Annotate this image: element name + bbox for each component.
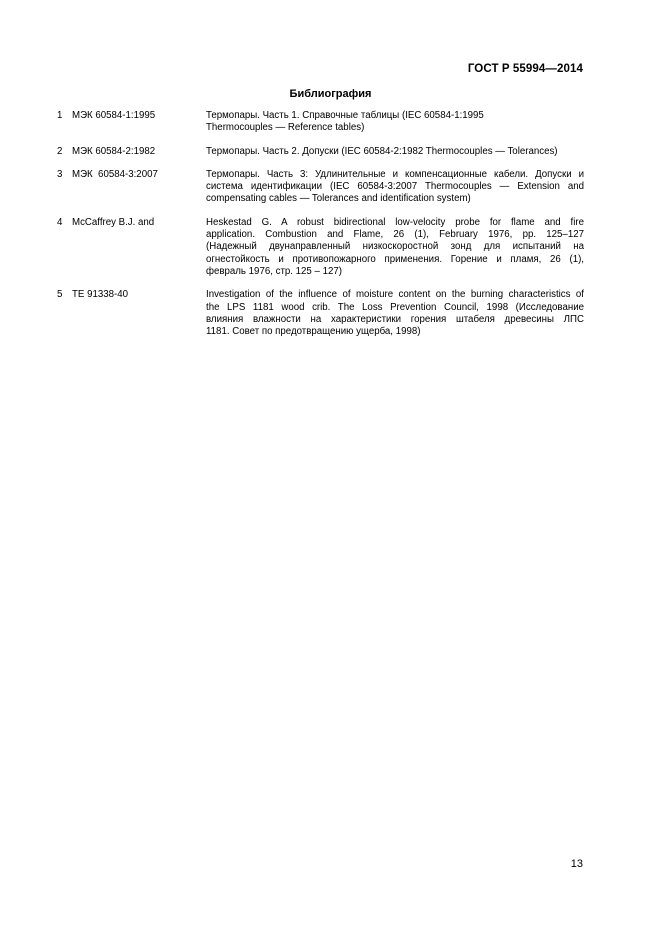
entry-description-line: compensating cables — Tolerances and identification system)	[206, 193, 471, 205]
page-number: 13	[570, 858, 583, 870]
bibliography-title: Библиография	[289, 88, 372, 100]
entry-description-line: система идентификации (IEC 60584-3:2007 Thermocouples — Extension and	[206, 181, 584, 193]
entry-description-line: Investigation of the influence of moisture content on the burning characteristics of	[206, 289, 584, 301]
entry-description-line: Термопары. Часть 3: Удлинительные и компенсационные кабели. Допуски и	[206, 168, 584, 180]
entry-reference-code: МЭК 60584-1:1995	[72, 110, 156, 121]
entry-description-line: Термопары. Часть 1. Справочные таблицы (IEC 60584-1:1995	[206, 110, 484, 121]
entry-number: 4	[57, 216, 63, 228]
bibliography-entry	[57, 217, 584, 278]
entry-description-line: февраль 1976, стр. 125 – 127)	[206, 265, 342, 277]
entry-description-line: the LPS 1181 wood crib. The Loss Prevention Council, 1998 (Исследование	[206, 301, 584, 313]
entry-description-line: Thermocouples — Reference tables)	[206, 122, 365, 134]
entry-description-line: огнестойкость и противопожарного применения. Горение и пламя, 26 (1),	[206, 253, 584, 265]
bibliography-entry	[57, 110, 584, 135]
entry-reference-code: McCaffrey B.J. and	[72, 216, 155, 228]
entry-reference-code: МЭК 60584-2:1982	[72, 145, 156, 157]
entry-description	[206, 110, 584, 135]
entry-description	[206, 146, 584, 158]
bibliography-entry	[57, 169, 584, 206]
entry-description-line: влияния влажности на характеристики горения штабеля древесины ЛПС	[206, 313, 584, 325]
bibliography-list	[57, 110, 584, 349]
entry-description-line: (Надежный двунаправленный низкоскоростной зонд для испытаний на	[206, 241, 584, 253]
entry-description-line: Heskestad G. A robust bidirectional low-velocity probe for flame and fire	[206, 216, 584, 228]
entry-description	[206, 169, 584, 206]
entry-reference-code: TE 91338-40	[72, 289, 129, 301]
entry-number: 1	[57, 110, 63, 121]
entry-description	[206, 217, 584, 278]
entry-description-line: Термопары. Часть 2. Допуски (IEC 60584-2:1982 Thermocouples — Tolerances)	[206, 145, 558, 157]
bibliography-entry	[57, 146, 584, 158]
entry-description	[206, 289, 584, 338]
entry-reference-code: МЭК 60584-3:2007	[72, 168, 158, 180]
entry-number: 3	[57, 168, 63, 180]
entry-number: 5	[57, 289, 63, 301]
entry-description-line: 1181. Совет по предотвращению ущерба, 1998)	[206, 326, 421, 338]
entry-description-line: application. Combustion and Flame, 26 (1), February 1976, pp. 125–127	[206, 229, 584, 241]
standard-code-header: ГОСТ Р 55994—2014	[467, 63, 583, 75]
bibliography-entry	[57, 289, 584, 338]
entry-number: 2	[57, 145, 63, 157]
